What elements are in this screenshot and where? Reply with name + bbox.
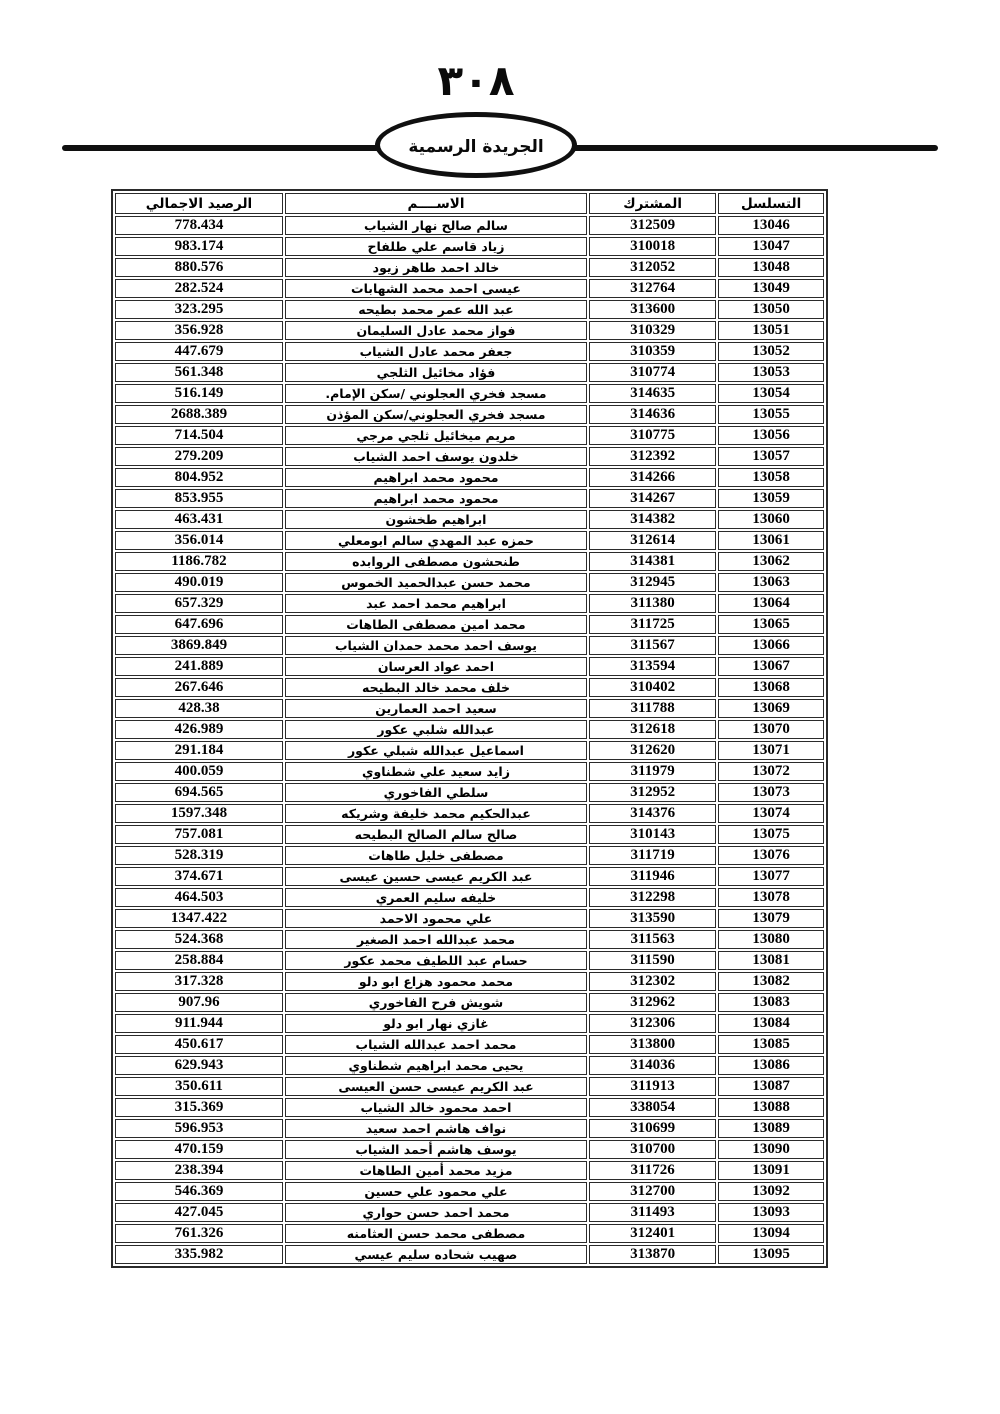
cell-balance: 2688.389 bbox=[115, 405, 283, 424]
cell-balance: 291.184 bbox=[115, 741, 283, 760]
table-row bbox=[115, 1203, 824, 1222]
table-row bbox=[115, 342, 824, 361]
cell-subscriber: 312306 bbox=[589, 1014, 716, 1033]
cell-serial: 13094 bbox=[718, 1224, 824, 1243]
cell-balance: 335.982 bbox=[115, 1245, 283, 1264]
cell-subscriber: 311719 bbox=[589, 846, 716, 865]
cell-name: محمود محمد ابراهيم bbox=[285, 468, 587, 487]
table-row bbox=[115, 216, 824, 235]
table-row bbox=[115, 1056, 824, 1075]
table-row bbox=[115, 1140, 824, 1159]
cell-balance: 374.671 bbox=[115, 867, 283, 886]
table-row bbox=[115, 993, 824, 1012]
subscribers-table bbox=[111, 189, 828, 1268]
cell-serial: 13075 bbox=[718, 825, 824, 844]
cell-serial: 13050 bbox=[718, 300, 824, 319]
cell-subscriber: 311380 bbox=[589, 594, 716, 613]
cell-serial: 13057 bbox=[718, 447, 824, 466]
cell-balance: 983.174 bbox=[115, 237, 283, 256]
cell-balance: 241.889 bbox=[115, 657, 283, 676]
cell-subscriber: 311590 bbox=[589, 951, 716, 970]
cell-balance: 317.328 bbox=[115, 972, 283, 991]
cell-serial: 13049 bbox=[718, 279, 824, 298]
header-balance: الرصيد الاجمالي bbox=[115, 193, 283, 214]
cell-name: مزيد محمد أمين الطاهات bbox=[285, 1161, 587, 1180]
cell-subscriber: 310774 bbox=[589, 363, 716, 382]
cell-subscriber: 311788 bbox=[589, 699, 716, 718]
cell-name: مسجد فخري العجلوني /سكن الإمام. bbox=[285, 384, 587, 403]
header-serial: التسلسل bbox=[718, 193, 824, 214]
cell-name: احمد محمود خالد الشياب bbox=[285, 1098, 587, 1117]
table-row bbox=[115, 426, 824, 445]
cell-subscriber: 312700 bbox=[589, 1182, 716, 1201]
cell-name: محمد امين مصطفى الطاهات bbox=[285, 615, 587, 634]
cell-name: عبدالحكيم محمد خليفة وشريكه bbox=[285, 804, 587, 823]
cell-serial: 13065 bbox=[718, 615, 824, 634]
cell-serial: 13056 bbox=[718, 426, 824, 445]
cell-name: اسماعيل عبدالله شبلي عكور bbox=[285, 741, 587, 760]
table-row bbox=[115, 762, 824, 781]
cell-balance: 3869.849 bbox=[115, 636, 283, 655]
table-row bbox=[115, 489, 824, 508]
cell-serial: 13085 bbox=[718, 1035, 824, 1054]
table-row bbox=[115, 321, 824, 340]
cell-name: خالد احمد طاهر زيود bbox=[285, 258, 587, 277]
cell-balance: 356.928 bbox=[115, 321, 283, 340]
table-row bbox=[115, 594, 824, 613]
cell-name: محمد محمود هزاع ابو دلو bbox=[285, 972, 587, 991]
cell-subscriber: 311567 bbox=[589, 636, 716, 655]
table-row bbox=[115, 1014, 824, 1033]
table-row bbox=[115, 447, 824, 466]
cell-serial: 13093 bbox=[718, 1203, 824, 1222]
table-row bbox=[115, 510, 824, 529]
cell-subscriber: 311979 bbox=[589, 762, 716, 781]
cell-serial: 13095 bbox=[718, 1245, 824, 1264]
cell-serial: 13088 bbox=[718, 1098, 824, 1117]
table-row bbox=[115, 720, 824, 739]
cell-serial: 13062 bbox=[718, 552, 824, 571]
cell-subscriber: 310018 bbox=[589, 237, 716, 256]
cell-balance: 761.326 bbox=[115, 1224, 283, 1243]
cell-serial: 13046 bbox=[718, 216, 824, 235]
table-row bbox=[115, 1098, 824, 1117]
table-row bbox=[115, 825, 824, 844]
cell-serial: 13077 bbox=[718, 867, 824, 886]
cell-subscriber: 310700 bbox=[589, 1140, 716, 1159]
cell-balance: 629.943 bbox=[115, 1056, 283, 1075]
cell-name: يوسف احمد محمد حمدان الشياب bbox=[285, 636, 587, 655]
table-row bbox=[115, 1245, 824, 1264]
cell-subscriber: 314267 bbox=[589, 489, 716, 508]
cell-subscriber: 312401 bbox=[589, 1224, 716, 1243]
cell-subscriber: 314036 bbox=[589, 1056, 716, 1075]
cell-subscriber: 310402 bbox=[589, 678, 716, 697]
cell-balance: 490.019 bbox=[115, 573, 283, 592]
cell-balance: 1186.782 bbox=[115, 552, 283, 571]
cell-serial: 13052 bbox=[718, 342, 824, 361]
table-row bbox=[115, 972, 824, 991]
cell-serial: 13048 bbox=[718, 258, 824, 277]
cell-subscriber: 310699 bbox=[589, 1119, 716, 1138]
table-row bbox=[115, 678, 824, 697]
cell-balance: 470.159 bbox=[115, 1140, 283, 1159]
table-body bbox=[115, 216, 824, 1264]
cell-name: مسجد فخري العجلوني/سكن المؤذن bbox=[285, 405, 587, 424]
table-row bbox=[115, 699, 824, 718]
cell-balance: 400.059 bbox=[115, 762, 283, 781]
cell-balance: 427.045 bbox=[115, 1203, 283, 1222]
cell-balance: 647.696 bbox=[115, 615, 283, 634]
cell-serial: 13063 bbox=[718, 573, 824, 592]
cell-subscriber: 310775 bbox=[589, 426, 716, 445]
cell-serial: 13073 bbox=[718, 783, 824, 802]
cell-name: علي محمود علي حسين bbox=[285, 1182, 587, 1201]
table-row bbox=[115, 363, 824, 382]
cell-subscriber: 313800 bbox=[589, 1035, 716, 1054]
cell-serial: 13072 bbox=[718, 762, 824, 781]
table-row bbox=[115, 531, 824, 550]
gazette-banner-title: الجريدة الرسمية bbox=[408, 137, 544, 157]
table-row bbox=[115, 1161, 824, 1180]
table-row bbox=[115, 867, 824, 886]
table-row bbox=[115, 615, 824, 634]
cell-name: عبدالله شلبي عكور bbox=[285, 720, 587, 739]
cell-subscriber: 311563 bbox=[589, 930, 716, 949]
cell-balance: 516.149 bbox=[115, 384, 283, 403]
table-row bbox=[115, 636, 824, 655]
cell-balance: 757.081 bbox=[115, 825, 283, 844]
cell-subscriber: 312302 bbox=[589, 972, 716, 991]
cell-serial: 13078 bbox=[718, 888, 824, 907]
cell-name: مريم ميخائيل ثلجي مرجي bbox=[285, 426, 587, 445]
cell-subscriber: 314376 bbox=[589, 804, 716, 823]
cell-serial: 13069 bbox=[718, 699, 824, 718]
table-row bbox=[115, 300, 824, 319]
cell-subscriber: 313870 bbox=[589, 1245, 716, 1264]
cell-name: ابراهيم طخشون bbox=[285, 510, 587, 529]
cell-name: خلدون يوسف احمد الشياب bbox=[285, 447, 587, 466]
cell-name: فؤاد مخائيل الثلجي bbox=[285, 363, 587, 382]
cell-balance: 804.952 bbox=[115, 468, 283, 487]
cell-subscriber: 314636 bbox=[589, 405, 716, 424]
cell-name: محمد حسن عبدالحميد الخموس bbox=[285, 573, 587, 592]
cell-name: علي محمود الاحمد bbox=[285, 909, 587, 928]
cell-subscriber: 310329 bbox=[589, 321, 716, 340]
cell-subscriber: 312764 bbox=[589, 279, 716, 298]
cell-serial: 13047 bbox=[718, 237, 824, 256]
table-row bbox=[115, 573, 824, 592]
cell-serial: 13080 bbox=[718, 930, 824, 949]
cell-subscriber: 312945 bbox=[589, 573, 716, 592]
table-row bbox=[115, 951, 824, 970]
cell-name: سالم صالح نهار الشياب bbox=[285, 216, 587, 235]
table-row bbox=[115, 279, 824, 298]
cell-subscriber: 312614 bbox=[589, 531, 716, 550]
cell-subscriber: 314266 bbox=[589, 468, 716, 487]
cell-balance: 694.565 bbox=[115, 783, 283, 802]
cell-name: عبد الكريم عيسى حسين عيسى bbox=[285, 867, 587, 886]
cell-name: حمزه عبد المهدي سالم ابومعلي bbox=[285, 531, 587, 550]
table-row bbox=[115, 405, 824, 424]
table-row bbox=[115, 741, 824, 760]
cell-name: سلطي الفاخوري bbox=[285, 783, 587, 802]
header-name: الاســــم bbox=[285, 193, 587, 214]
cell-balance: 350.611 bbox=[115, 1077, 283, 1096]
cell-name: محمد احمد حسن حواري bbox=[285, 1203, 587, 1222]
cell-subscriber: 314381 bbox=[589, 552, 716, 571]
cell-subscriber: 314382 bbox=[589, 510, 716, 529]
table-row bbox=[115, 888, 824, 907]
cell-balance: 546.369 bbox=[115, 1182, 283, 1201]
cell-subscriber: 312618 bbox=[589, 720, 716, 739]
cell-balance: 528.319 bbox=[115, 846, 283, 865]
cell-name: ابراهيم محمد احمد عبد bbox=[285, 594, 587, 613]
cell-subscriber: 314635 bbox=[589, 384, 716, 403]
cell-serial: 13092 bbox=[718, 1182, 824, 1201]
cell-balance: 428.38 bbox=[115, 699, 283, 718]
cell-balance: 561.348 bbox=[115, 363, 283, 382]
cell-serial: 13082 bbox=[718, 972, 824, 991]
cell-subscriber: 312620 bbox=[589, 741, 716, 760]
cell-subscriber: 311913 bbox=[589, 1077, 716, 1096]
cell-subscriber: 311725 bbox=[589, 615, 716, 634]
cell-serial: 13066 bbox=[718, 636, 824, 655]
table-row bbox=[115, 1224, 824, 1243]
cell-serial: 13083 bbox=[718, 993, 824, 1012]
cell-balance: 1597.348 bbox=[115, 804, 283, 823]
cell-balance: 315.369 bbox=[115, 1098, 283, 1117]
cell-balance: 282.524 bbox=[115, 279, 283, 298]
cell-name: جعفر محمد عادل الشياب bbox=[285, 342, 587, 361]
cell-balance: 1347.422 bbox=[115, 909, 283, 928]
cell-balance: 279.209 bbox=[115, 447, 283, 466]
cell-subscriber: 312298 bbox=[589, 888, 716, 907]
cell-serial: 13086 bbox=[718, 1056, 824, 1075]
table-row bbox=[115, 1035, 824, 1054]
cell-name: عبد الله عمر محمد بطيحه bbox=[285, 300, 587, 319]
cell-serial: 13055 bbox=[718, 405, 824, 424]
table-header bbox=[115, 193, 824, 214]
cell-name: يوسف هاشم أحمد الشياب bbox=[285, 1140, 587, 1159]
cell-subscriber: 312962 bbox=[589, 993, 716, 1012]
cell-serial: 13059 bbox=[718, 489, 824, 508]
cell-balance: 267.646 bbox=[115, 678, 283, 697]
cell-serial: 13089 bbox=[718, 1119, 824, 1138]
table-row bbox=[115, 1182, 824, 1201]
cell-name: محمد احمد عبدالله الشياب bbox=[285, 1035, 587, 1054]
page-number: ٣٠٨ bbox=[437, 56, 515, 105]
table-row bbox=[115, 783, 824, 802]
cell-balance: 238.394 bbox=[115, 1161, 283, 1180]
table-row bbox=[115, 804, 824, 823]
cell-serial: 13074 bbox=[718, 804, 824, 823]
cell-balance: 426.989 bbox=[115, 720, 283, 739]
cell-name: حسام عبد اللطيف محمد عكور bbox=[285, 951, 587, 970]
cell-serial: 13058 bbox=[718, 468, 824, 487]
cell-serial: 13060 bbox=[718, 510, 824, 529]
table-header-row bbox=[115, 193, 824, 214]
table-row bbox=[115, 846, 824, 865]
cell-subscriber: 313600 bbox=[589, 300, 716, 319]
cell-serial: 13087 bbox=[718, 1077, 824, 1096]
cell-balance: 450.617 bbox=[115, 1035, 283, 1054]
cell-serial: 13070 bbox=[718, 720, 824, 739]
cell-name: صهيب شحاده سليم عيسي bbox=[285, 1245, 587, 1264]
cell-balance: 778.434 bbox=[115, 216, 283, 235]
cell-balance: 880.576 bbox=[115, 258, 283, 277]
cell-subscriber: 311493 bbox=[589, 1203, 716, 1222]
cell-subscriber: 338054 bbox=[589, 1098, 716, 1117]
cell-name: شويش فرح الفاخوري bbox=[285, 993, 587, 1012]
cell-name: خليفه سليم العمري bbox=[285, 888, 587, 907]
cell-name: سعيد احمد العمارين bbox=[285, 699, 587, 718]
cell-serial: 13051 bbox=[718, 321, 824, 340]
cell-serial: 13081 bbox=[718, 951, 824, 970]
cell-balance: 853.955 bbox=[115, 489, 283, 508]
cell-serial: 13076 bbox=[718, 846, 824, 865]
table-row bbox=[115, 1077, 824, 1096]
cell-name: عبد الكريم عيسى حسن العيسى bbox=[285, 1077, 587, 1096]
cell-name: صالح سالم الصالح البطيحه bbox=[285, 825, 587, 844]
table-row bbox=[115, 384, 824, 403]
gazette-banner-ellipse bbox=[375, 112, 577, 178]
cell-subscriber: 312509 bbox=[589, 216, 716, 235]
cell-serial: 13053 bbox=[718, 363, 824, 382]
cell-subscriber: 310143 bbox=[589, 825, 716, 844]
cell-name: خلف محمد خالد البطيحه bbox=[285, 678, 587, 697]
cell-serial: 13067 bbox=[718, 657, 824, 676]
table-row bbox=[115, 468, 824, 487]
cell-serial: 13071 bbox=[718, 741, 824, 760]
cell-subscriber: 311726 bbox=[589, 1161, 716, 1180]
cell-name: فواز محمد عادل السليمان bbox=[285, 321, 587, 340]
cell-balance: 524.368 bbox=[115, 930, 283, 949]
cell-name: احمد عواد العرسان bbox=[285, 657, 587, 676]
table-row bbox=[115, 552, 824, 571]
cell-serial: 13064 bbox=[718, 594, 824, 613]
header-subscriber: المشترك bbox=[589, 193, 716, 214]
cell-name: مصطفى محمد حسن العثامنه bbox=[285, 1224, 587, 1243]
cell-subscriber: 311946 bbox=[589, 867, 716, 886]
cell-name: زياد قاسم علي طلفاح bbox=[285, 237, 587, 256]
table-row bbox=[115, 657, 824, 676]
cell-balance: 657.329 bbox=[115, 594, 283, 613]
cell-subscriber: 312392 bbox=[589, 447, 716, 466]
cell-name: زايد سعيد علي شطناوي bbox=[285, 762, 587, 781]
cell-balance: 464.503 bbox=[115, 888, 283, 907]
cell-balance: 258.884 bbox=[115, 951, 283, 970]
cell-balance: 596.953 bbox=[115, 1119, 283, 1138]
cell-serial: 13061 bbox=[718, 531, 824, 550]
cell-serial: 13090 bbox=[718, 1140, 824, 1159]
cell-name: طنحشون مصطفى الروابده bbox=[285, 552, 587, 571]
cell-balance: 356.014 bbox=[115, 531, 283, 550]
cell-name: يحيى محمد ابراهيم شطناوي bbox=[285, 1056, 587, 1075]
cell-name: محمود محمد ابراهيم bbox=[285, 489, 587, 508]
table-row bbox=[115, 930, 824, 949]
cell-balance: 714.504 bbox=[115, 426, 283, 445]
cell-serial: 13054 bbox=[718, 384, 824, 403]
cell-subscriber: 312952 bbox=[589, 783, 716, 802]
cell-name: عيسى احمد محمد الشهابات bbox=[285, 279, 587, 298]
cell-name: غازي نهار ابو دلو bbox=[285, 1014, 587, 1033]
cell-name: نواف هاشم احمد سعيد bbox=[285, 1119, 587, 1138]
cell-serial: 13068 bbox=[718, 678, 824, 697]
cell-balance: 323.295 bbox=[115, 300, 283, 319]
table-row bbox=[115, 237, 824, 256]
cell-subscriber: 310359 bbox=[589, 342, 716, 361]
cell-serial: 13084 bbox=[718, 1014, 824, 1033]
table-row bbox=[115, 1119, 824, 1138]
cell-balance: 907.96 bbox=[115, 993, 283, 1012]
cell-balance: 911.944 bbox=[115, 1014, 283, 1033]
cell-serial: 13079 bbox=[718, 909, 824, 928]
cell-subscriber: 312052 bbox=[589, 258, 716, 277]
cell-balance: 447.679 bbox=[115, 342, 283, 361]
cell-subscriber: 313594 bbox=[589, 657, 716, 676]
table-row bbox=[115, 258, 824, 277]
table-row bbox=[115, 909, 824, 928]
cell-balance: 463.431 bbox=[115, 510, 283, 529]
cell-serial: 13091 bbox=[718, 1161, 824, 1180]
cell-name: محمد عبدالله احمد الصغير bbox=[285, 930, 587, 949]
cell-subscriber: 313590 bbox=[589, 909, 716, 928]
cell-name: مصطفى خليل طاهات bbox=[285, 846, 587, 865]
